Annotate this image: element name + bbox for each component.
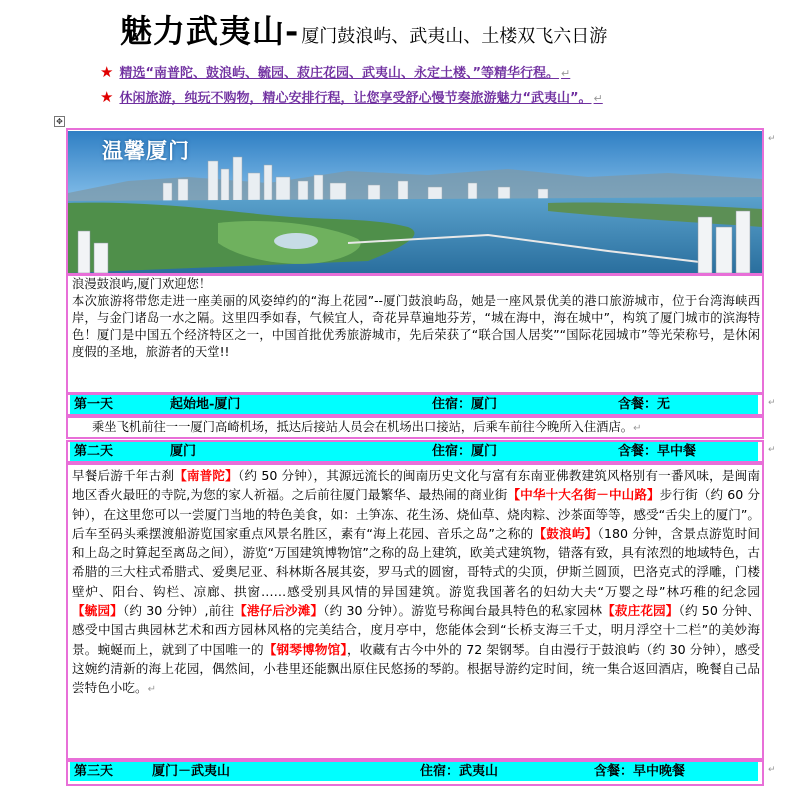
- day-route: 厦门: [170, 444, 197, 459]
- day-route: 厦门－武夷山: [152, 764, 231, 779]
- paragraph-mark-icon: ↵: [633, 423, 642, 434]
- day-stay: 住宿：厦门: [432, 397, 498, 412]
- table-move-handle-icon[interactable]: ✥: [54, 116, 65, 127]
- bullet-text: 精选“南普陀、鼓浪屿、毓园、菽庄花园、武夷山、永定土楼、”等精华行程。: [119, 66, 560, 81]
- intro-greeting: 浪漫鼓浪屿,厦门欢迎您！: [72, 277, 212, 291]
- attraction-name: 【菽庄花园】: [602, 603, 679, 619]
- document-subtitle: 厦门鼓浪屿、武夷山、土楼双飞六日游: [301, 26, 608, 47]
- day-label: 第二天: [74, 444, 114, 459]
- day-meals: 含餐：早中晚餐: [594, 764, 686, 779]
- attraction-name: 【鼓浪屿】: [533, 525, 598, 541]
- day1-header: [70, 395, 758, 414]
- day-stay: 住宿：厦门: [432, 444, 498, 459]
- cell-end-mark-icon: ↵: [768, 398, 776, 408]
- day-label: 第一天: [74, 397, 114, 412]
- day-label: 第三天: [74, 764, 114, 779]
- day1-text: 乘坐飞机前往一一厦门高崎机场，抵达后接站人员会在机场出口接站，后乘车前往今晚所入住酒店。↵: [92, 420, 642, 434]
- intro-body: 本次旅游将带您走进一座美丽的风姿绰约的“海上花园”--厦门鼓浪屿岛，她是一座风景优美的港口旅游城市，位于台湾海峡西岸，与金门诸岛一水之隔。这里四季如春，气候宜人，奇花异草遍地芬芳，“城在海中，海在城中”，构筑了厦门城市的滨海特色！厦门是中国五个经济特区之一，中国首批优秀旅游城市，先后荣获了“联合国人居奖”“国际花园城市”等光荣称号，是休闲度假的圣地，旅游者的天堂!!: [72, 294, 760, 359]
- red-star-icon: ★: [100, 88, 114, 106]
- cell-end-mark-icon: ↵: [768, 765, 776, 775]
- day2-text: 早餐后游千年古刹【南普陀】（约 50 分钟），其源远流长的闽南历史文化与富有东南亚佛教建筑风格别有一番风味，是闽南地区香火最旺的寺院,为您的家人祈福。之后前往厦门最繁华、最热闹的商业街【中华十大名街－中山路】步行街（约 60 分钟），在这里您可以一尝厦门当地的特色美食，如：土笋冻、花生汤、烧仙草、烧肉粽、沙茶面等等，感受“舌尖上的厦门”。后车至码头乘摆渡船游览国家重点风景名胜区，素有“海上花园、音乐之岛”之称的【鼓浪屿】（180 分钟，含景点游览时间和上岛之时算起至离岛之间），游览“万国建筑博物馆”之称的岛上建筑，欧美式建筑物，错落有致，具有浓烈的地域特色，古希腊的三大柱式希腊式、爱奥尼亚、科林斯各展其姿，罗马式的圆窗，哥特式的尖顶，伊斯兰圆顶，巴洛克式的浮雕，门楼壁炉、阳台、钩栏、凉廊、拱窗……感受别具风情的异国建筑。游览我国著名的妇幼大夫“万婴之母”林巧稚的纪念园【毓园】（约 30 分钟）,前往【港仔后沙滩】（约 30 分钟）。游览号称闽台最具特色的私家园林【菽庄花园】（约 50 分钟、感受中国古典园林艺术和西方园林风格的完美结合，度月亭中，您能体会到“长桥支海三千丈，明月浮空十二栏”的美妙海景。蜿蜒而上，就到了中国唯一的【钢琴博物馆】，收藏有古今中外的 72 架钢琴。自由漫行于鼓浪屿（约 30 分钟），感受这婉约清新的海上花园，偶然间，小巷里还能飘出原住民悠扬的琴韵。根据导游约定时间，统一集合返回酒店，晚餐自己品尝特色小吃。↵: [72, 468, 761, 696]
- highlight-bullet-1: [100, 62, 570, 81]
- highlight-bullet-2: [100, 87, 603, 106]
- document-title: 魅力武夷山-: [120, 12, 300, 50]
- day-meals: 含餐：早中餐: [618, 444, 697, 459]
- day2-header: [70, 442, 758, 461]
- bullet-text: 休闲旅游，纯玩不购物，精心安排行程，让您享受舒心慢节奏旅游魅力“武夷山”。: [119, 91, 592, 106]
- cell-end-mark-icon: ↵: [768, 445, 776, 455]
- attraction-name: 【港仔后沙滩】: [234, 603, 324, 619]
- document-title-row: [120, 6, 608, 50]
- day-meals: 含餐：无: [618, 397, 671, 412]
- day-route: 起始地-厦门: [170, 397, 241, 412]
- day-stay: 住宿：武夷山: [420, 764, 499, 779]
- paragraph-mark-icon: ↵: [147, 684, 156, 696]
- cell-end-mark-icon: ↵: [768, 134, 776, 144]
- attraction-name: 【南普陀】: [174, 468, 238, 483]
- day3-header: [70, 762, 758, 781]
- red-star-icon: ★: [100, 63, 114, 81]
- paragraph-mark-icon: ↵: [593, 92, 603, 105]
- banner-title: 温馨厦门: [102, 139, 190, 163]
- banner-image: [68, 131, 762, 273]
- attraction-name: 【毓园】: [72, 603, 123, 619]
- attraction-name: 【中华十大名街－中山路】: [507, 487, 660, 503]
- attraction-name: 【钢琴博物馆】: [263, 641, 347, 657]
- intro-text: [72, 276, 760, 361]
- paragraph-mark-icon: ↵: [561, 67, 571, 80]
